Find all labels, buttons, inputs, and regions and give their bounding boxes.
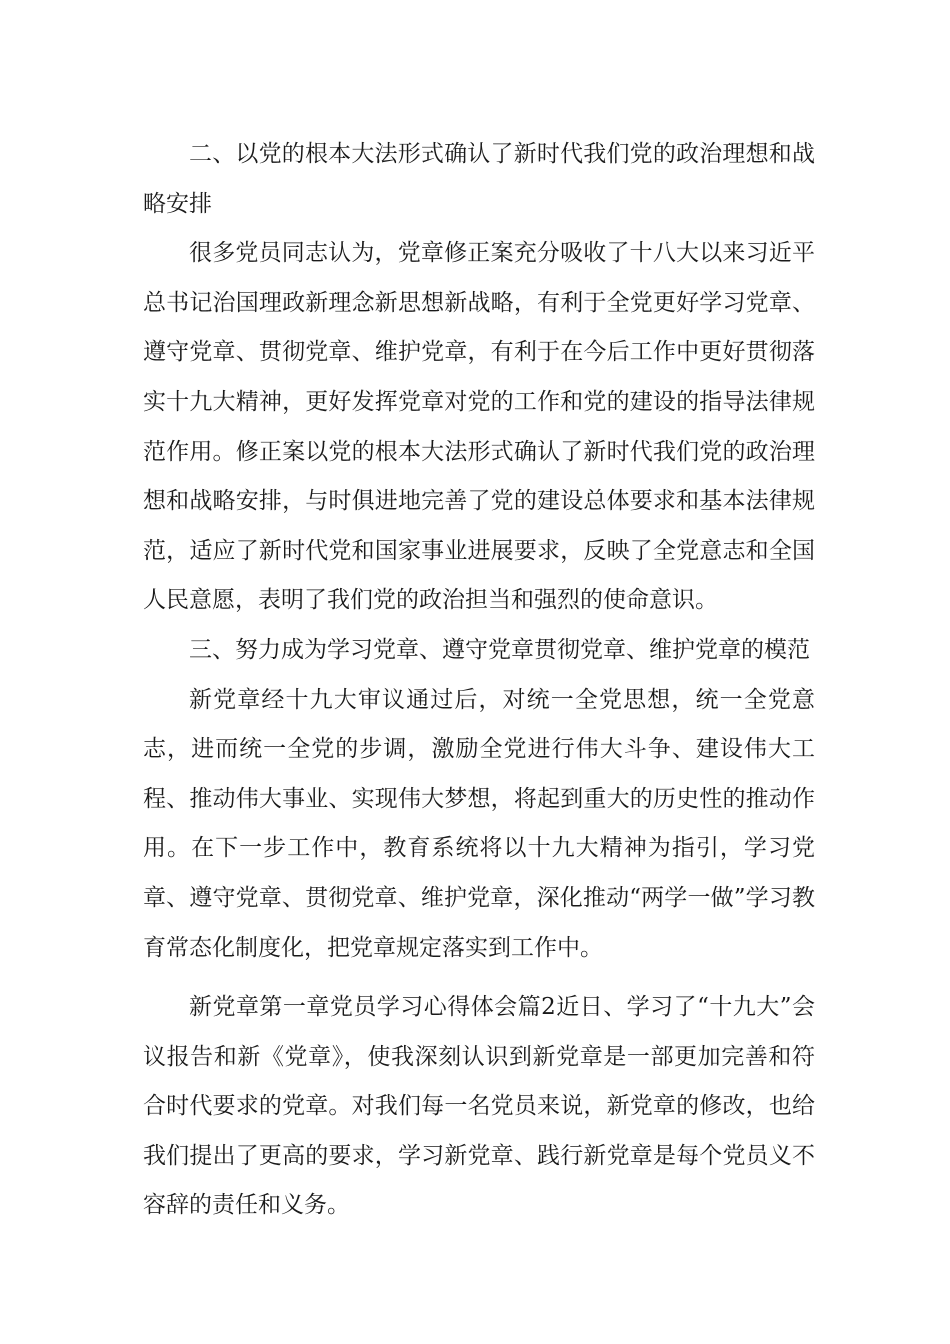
body-paragraph: 新党章第一章党员学习心得体会篇2近日、学习了“十九大”会议报告和新《党章》，使我深刻认识到新党章是一部更加完善和符合时代要求的党章。对我们每一名党员来说，新党章的修改，也给我们提出了更高的要求，学习新党章、践行新党章是每个党员义不容辞的责任和义务。	[143, 994, 815, 1219]
body-paragraph: 新党章经十九大审议通过后，对统一全党思想，统一全党意志，进而统一全党的步调，激励全党进行伟大斗争、建设伟大工程、推动伟大事业、实现伟大梦想，将起到重大的历史性的推动作用。在下一步工作中，教育系统将以十九大精神为指引，学习党章、遵守党章、贯彻党章、维护党章，深化推动“两学一做”学习教育常态化制度化，把党章规定落实到工作中。	[143, 686, 815, 961]
body-paragraph: 很多党员同志认为，党章修正案充分吸收了十八大以来习近平总书记治国理政新理念新思想新战略，有利于全党更好学习党章、遵守党章、贯彻党章、维护党章，有利于在今后工作中更好贯彻落实十九大精神，更好发挥党章对党的工作和党的建设的指导法律规范作用。修正案以党的根本大法形式确认了新时代我们党的政治理想和战略安排，与时俱进地完善了党的建设总体要求和基本法律规范，适应了新时代党和国家事业进展要求，反映了全党意志和全国人民意愿，表明了我们党的政治担当和强烈的使命意识。	[143, 240, 815, 614]
document-body	[143, 130, 815, 1231]
section-heading-2: 二、以党的根本大法形式确认了新时代我们党的政治理想和战略安排	[143, 141, 815, 217]
section-heading-3: 三、努力成为学习党章、遵守党章贯彻党章、维护党章的模范	[189, 636, 810, 663]
